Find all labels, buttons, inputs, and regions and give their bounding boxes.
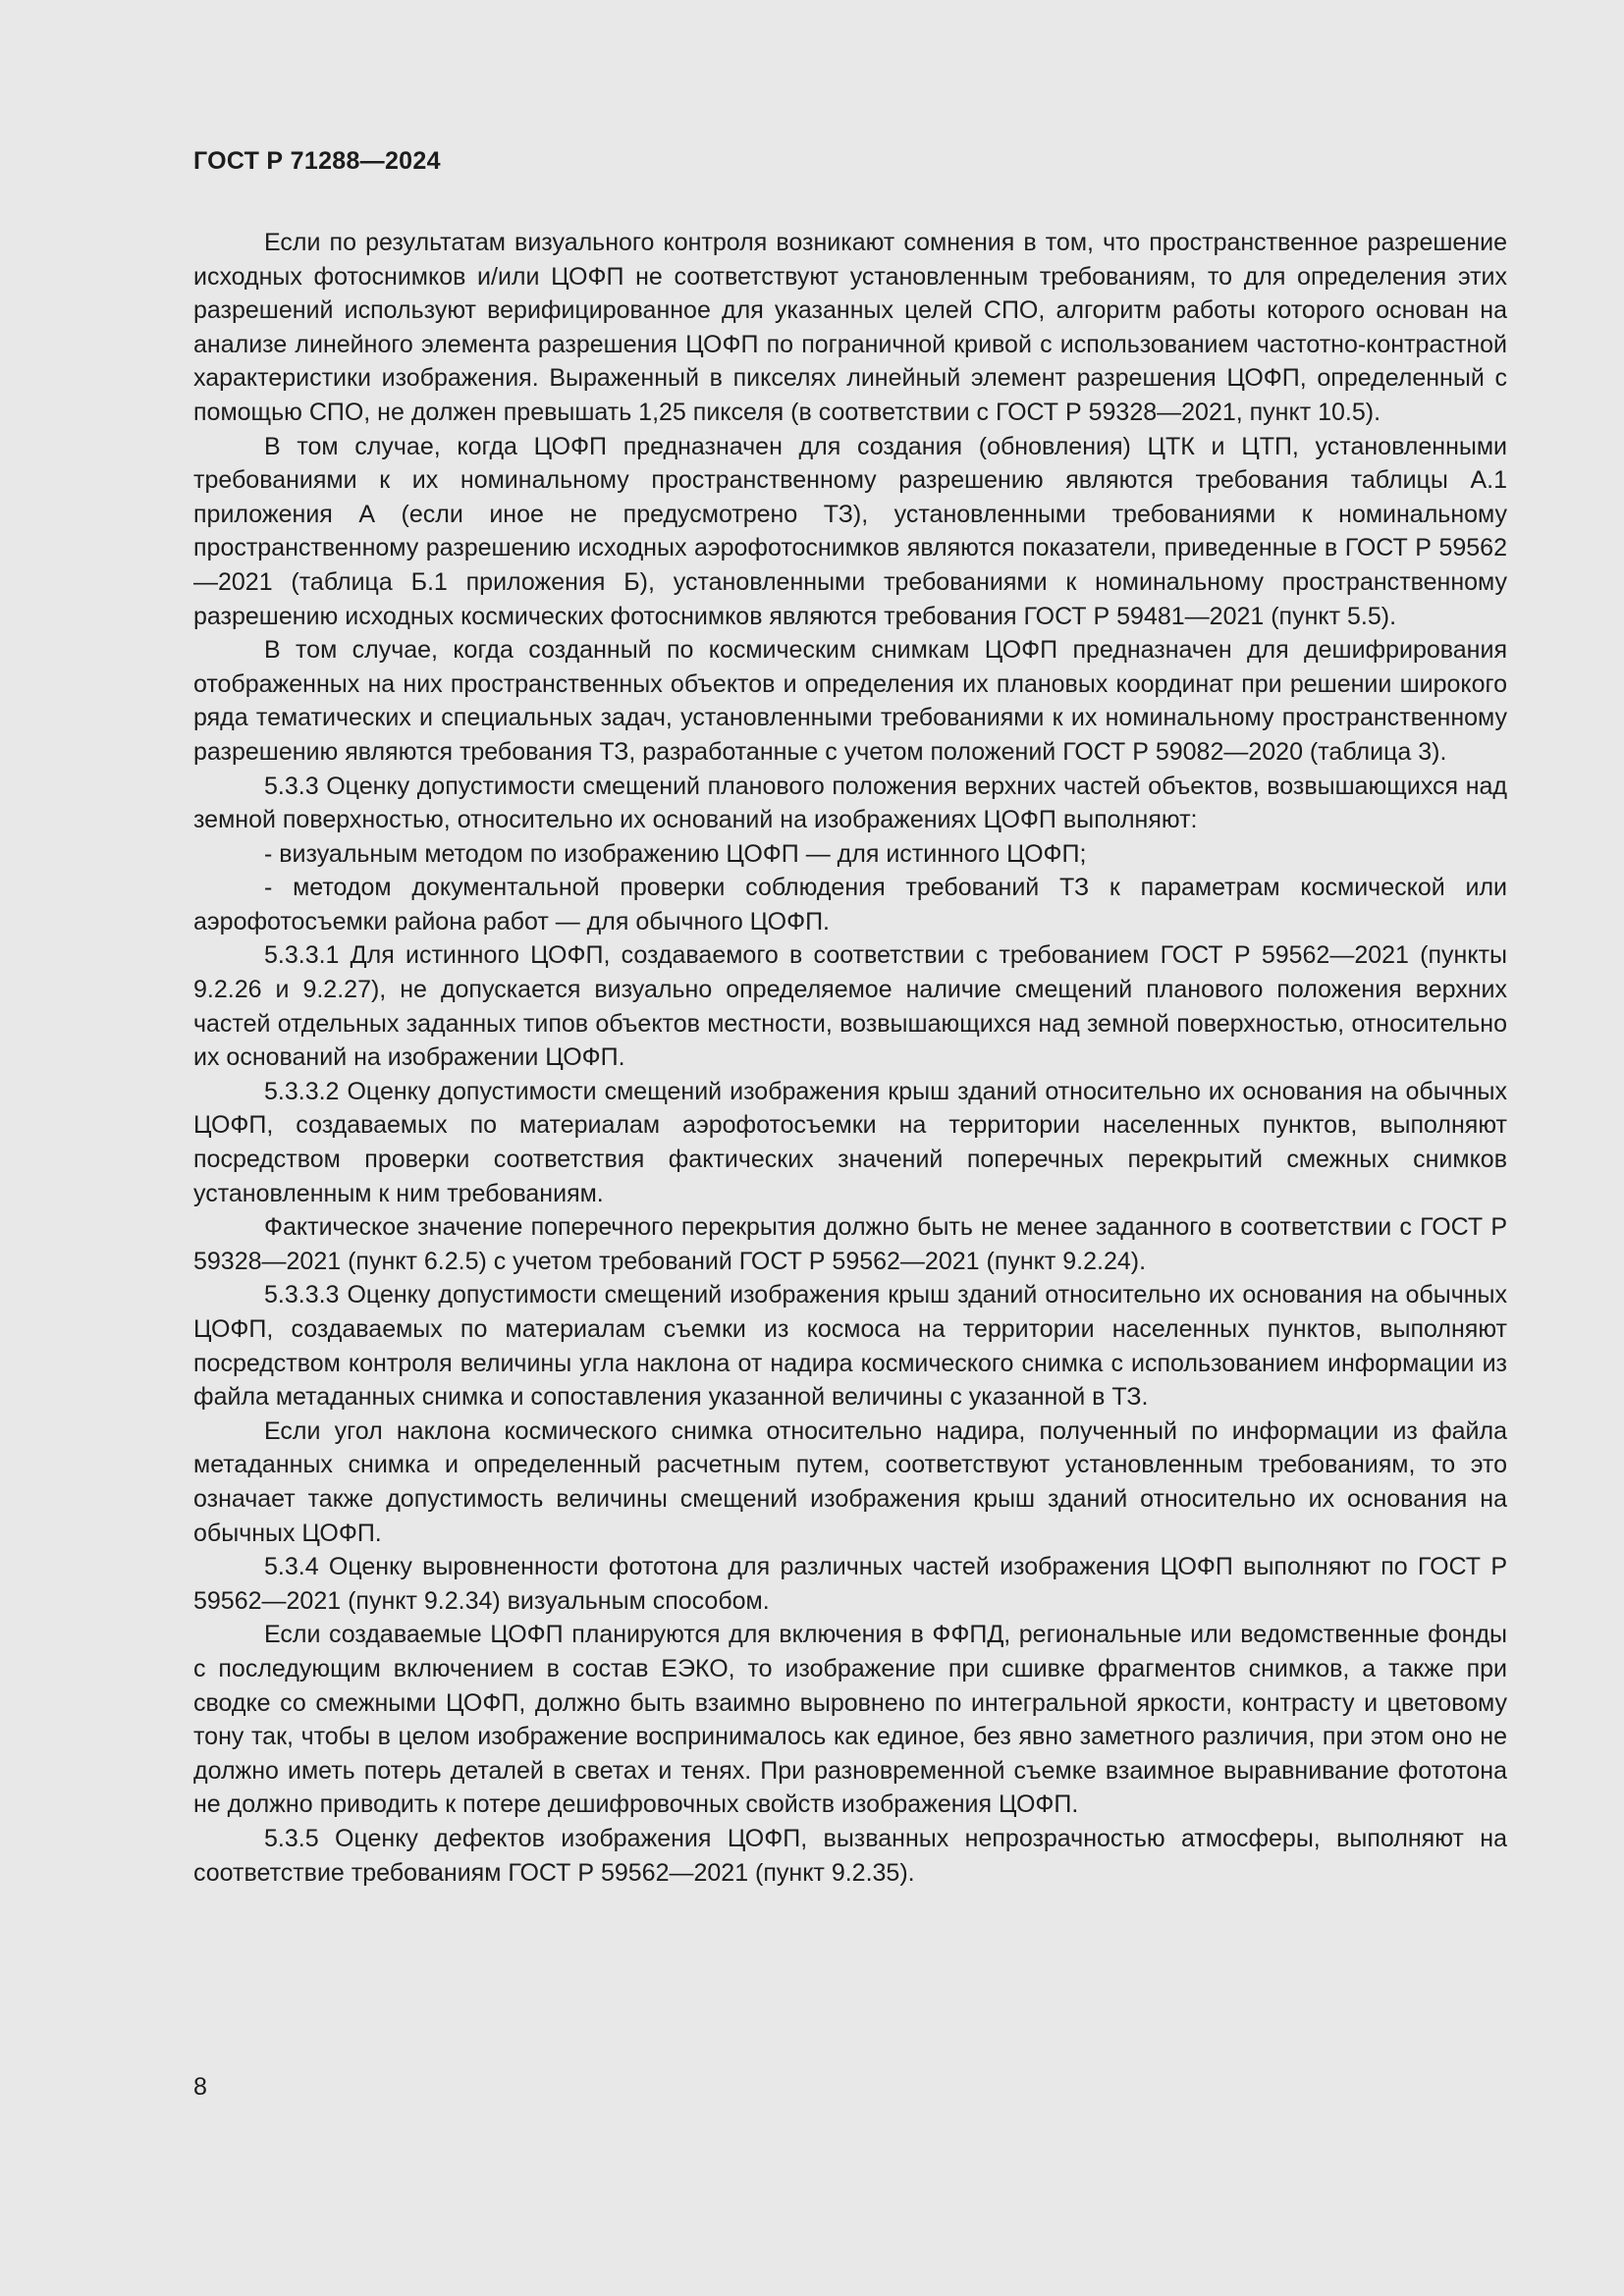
paragraph-clause-5-3-5: 5.3.5 Оценку дефектов изображения ЦОФП, вызванных непрозрачностью атмосферы, выполняют на соответствие требованиям ГОСТ Р 59562—2021 (пункт 9.2.35).: [193, 1824, 1507, 1887]
paragraph-clause-5-3-3-1: 5.3.3.1 Для истинного ЦОФП, создаваемого в соответствии с требованием ГОСТ Р 59562—2021 (пункты 9.2.26 и 9.2.27), не допускается визуально определяемое наличие смещений планового положения верхних частей отдельных заданных типов объектов местности, возвышающихся над земной поверхностью, относительно их оснований на изображении ЦОФП.: [193, 941, 1507, 1072]
paragraph: Если создаваемые ЦОФП планируются для включения в ФФПД, региональные или ведомственные фонды с последующим включением в состав ЕЭКО, то изображение при сшивке фрагментов снимков, а также при сводке со смежными ЦОФП, должно быть взаимно выровнено по интегральной яркости, контрасту и цветовому тону так, чтобы в целом изображение воспринималось как единое, без явно заметного различия, при этом оно не должно иметь потерь деталей в светах и тенях. При разновременной съемке взаимное выравнивание фототона не должно приводить к потере дешифровочных свойств изображения ЦОФП.: [193, 1621, 1507, 1819]
page-number: 8: [193, 2073, 207, 2101]
paragraph-clause-5-3-3: 5.3.3 Оценку допустимости смещений планового положения верхних частей объектов, возвышающихся над земной поверхностью, относительно их оснований на изображениях ЦОФП выполняют:: [193, 772, 1507, 834]
paragraph-clause-5-3-3-3: 5.3.3.3 Оценку допустимости смещений изображения крыш зданий относительно их основания на обычных ЦОФП, создаваемых по материалам съемки из космоса на территории населенных пунктов, выполняют посредством контроля величины угла наклона от надира космического снимка с использованием информации из файла метаданных снимка и сопоставления указанной величины с указанной в ТЗ.: [193, 1281, 1507, 1412]
paragraph: В том случае, когда ЦОФП предназначен для создания (обновления) ЦТК и ЦТП, установленными требованиями к их номинальному пространственному разрешению являются требования таблицы А.1 приложения А (если иное не предусмотрено ТЗ), установленными требованиями к номинальному пространственному разрешению исходных аэрофотоснимков являются показатели, приведенные в ГОСТ Р 59562—2021 (таблица Б.1 приложения Б), установленными требованиями к номинальному пространственному разрешению исходных космических фотоснимков являются требования ГОСТ Р 59481—2021 (пункт 5.5).: [193, 432, 1507, 630]
document-body: [193, 226, 1507, 1890]
paragraph-clause-5-3-3-2: 5.3.3.2 Оценку допустимости смещений изображения крыш зданий относительно их основания на обычных ЦОФП, создаваемых по материалам аэрофотосъемки на территории населенных пунктов, выполняют посредством проверки соответствия фактических значений поперечных перекрытий смежных снимков установленным к ним требованиям.: [193, 1077, 1507, 1207]
paragraph: В том случае, когда созданный по космическим снимкам ЦОФП предназначен для дешифрирования отображенных на них пространственных объектов и определения их плановых координат при решении широкого ряда тематических и специальных задач, установленными требованиями к их номинальному пространственному разрешению являются требования ТЗ, разработанные с учетом положений ГОСТ Р 59082—2020 (таблица 3).: [193, 636, 1507, 766]
list-item: - методом документальной проверки соблюдения требований ТЗ к параметрам космической или аэрофотосъемки района работ — для обычного ЦОФП.: [193, 874, 1507, 935]
paragraph: Фактическое значение поперечного перекрытия должно быть не менее заданного в соответствии с ГОСТ Р 59328—2021 (пункт 6.2.5) с учетом требований ГОСТ Р 59562—2021 (пункт 9.2.24).: [193, 1213, 1507, 1275]
paragraph-clause-5-3-4: 5.3.4 Оценку выровненности фототона для различных частей изображения ЦОФП выполняют по ГОСТ Р 59562—2021 (пункт 9.2.34) визуальным способом.: [193, 1553, 1507, 1615]
document-code-header: ГОСТ Р 71288—2024: [193, 147, 441, 175]
paragraph: Если угол наклона космического снимка относительно надира, полученный по информации из файла метаданных снимка и определенный расчетным путем, соответствуют установленным требованиям, то это означает также допустимость величины смещений изображения крыш зданий относительно их основания на обычных ЦОФП.: [193, 1416, 1507, 1547]
paragraph: Если по результатам визуального контроля возникают сомнения в том, что пространственное разрешение исходных фотоснимков и/или ЦОФП не соответствуют установленным требованиям, то для определения этих разрешений используют верифицированное для указанных целей СПО, алгоритм работы которого основан на анализе линейного элемента разрешения ЦОФП по пограничной кривой с использованием частотно-контрастной характеристики изображения. Выраженный в пикселях линейный элемент разрешения ЦОФП, определенный с помощью СПО, не должен превышать 1,25 пикселя (в соответствии с ГОСТ Р 59328—2021, пункт 10.5).: [193, 229, 1507, 426]
list-item: - визуальным методом по изображению ЦОФП — для истинного ЦОФП;: [264, 839, 1087, 868]
